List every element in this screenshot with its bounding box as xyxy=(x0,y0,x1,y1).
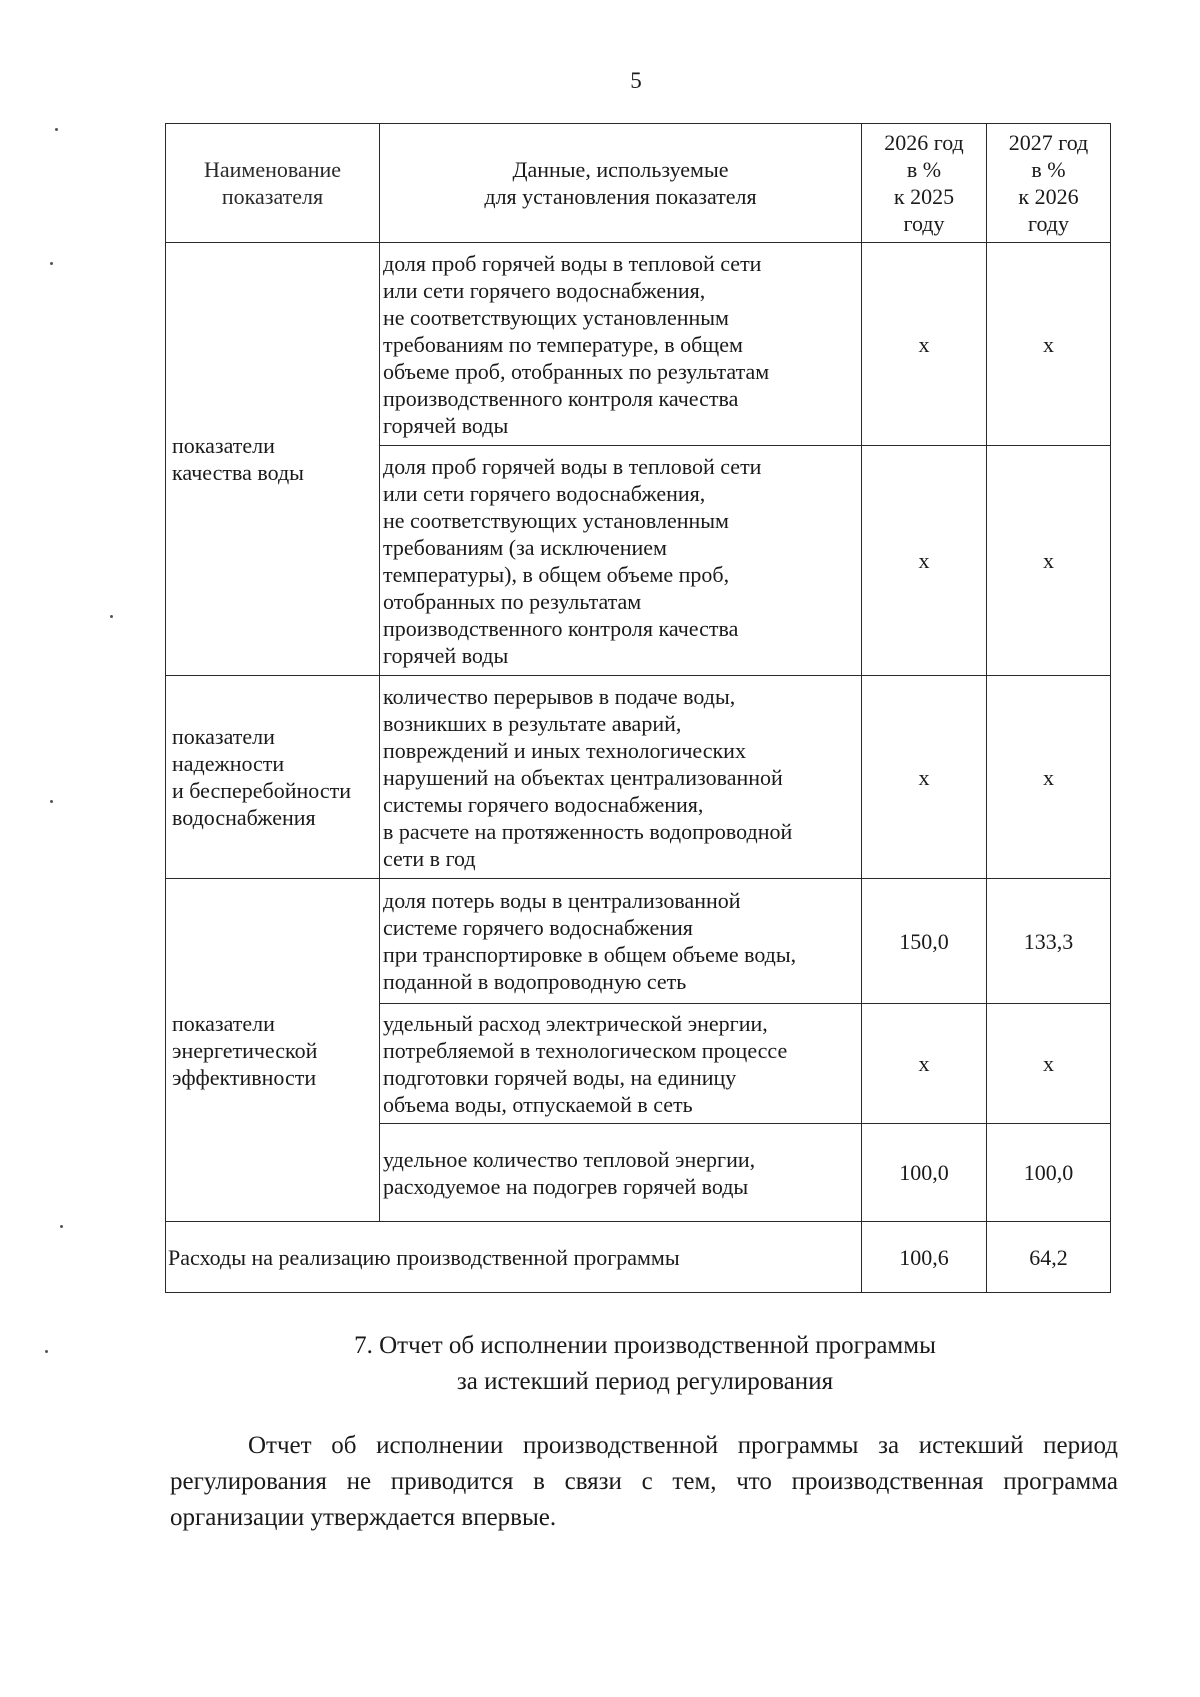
value-2026: x xyxy=(862,446,987,676)
total-row xyxy=(166,1222,1111,1293)
row-description: удельное количество тепловой энергии, расходуемое на подогрев горячей воды xyxy=(380,1124,862,1222)
scan-speck xyxy=(55,128,58,131)
row-description: доля потерь воды в централизованной системе горячего водоснабжения при транспортировке в общем объеме воды, поданной в водопроводную сеть xyxy=(380,879,862,1004)
table-row xyxy=(166,879,1111,1004)
report-paragraph: Отчет об исполнении производственной программы за истекший период регулирования не приводится в связи с тем, что производственная программа организации утверждается впервые. xyxy=(170,1432,1118,1531)
table-row xyxy=(166,243,1111,446)
table-row xyxy=(166,676,1111,879)
total-label: Расходы на реализацию производственной программы xyxy=(166,1222,862,1293)
group-reliability: показатели надежности и бесперебойности водоснабжения xyxy=(166,676,380,879)
value-2026: 150,0 xyxy=(862,879,987,1004)
value-2026: x xyxy=(862,243,987,446)
value-2026: x xyxy=(862,1004,987,1124)
header-year-2026: 2026 год в % к 2025 году xyxy=(862,124,987,243)
header-data-used: Данные, используемые для установления показателя xyxy=(380,124,862,243)
row-description: доля проб горячей воды в тепловой сети или сети горячего водоснабжения, не соответствующих установленным требованиям (за исключением температуры), в общем объеме проб, отобранных по результатам производственного контроля качества горячей воды xyxy=(380,446,862,676)
page-number: 5 xyxy=(630,68,642,93)
group-energy-efficiency: показатели энергетической эффективности xyxy=(166,879,380,1222)
value-2027: 133,3 xyxy=(987,879,1111,1004)
value-2027: x xyxy=(987,1004,1111,1124)
value-2026: 100,0 xyxy=(862,1124,987,1222)
value-2027: x xyxy=(987,676,1111,879)
scan-speck xyxy=(60,1225,63,1228)
row-description: доля проб горячей воды в тепловой сети или сети горячего водоснабжения, не соответствующих установленным требованиям по температуре, в общем объеме проб, отобранных по результатам производственного контроля качества горячей воды xyxy=(380,243,862,446)
header-indicator-name: Наименование показателя xyxy=(166,124,380,243)
scan-speck xyxy=(50,800,53,803)
total-value-2027: 64,2 xyxy=(987,1222,1111,1293)
scan-speck xyxy=(50,262,53,265)
group-water-quality: показатели качества воды xyxy=(166,243,380,676)
row-description: количество перерывов в подаче воды, возникших в результате аварий, повреждений и иных технологических нарушений на объектах централизованной системы горячего водоснабжения, в расчете на протяженность водопроводной сети в год xyxy=(380,676,862,879)
value-2027: x xyxy=(987,446,1111,676)
indicators-table xyxy=(165,123,1111,1293)
value-2027: x xyxy=(987,243,1111,446)
scan-speck xyxy=(110,615,113,618)
header-year-2027: 2027 год в % к 2026 году xyxy=(987,124,1111,243)
section-heading: 7. Отчет об исполнении производственной программы за истекший период регулирования xyxy=(354,1332,936,1395)
table-header-row xyxy=(166,124,1111,243)
value-2027: 100,0 xyxy=(987,1124,1111,1222)
total-value-2026: 100,6 xyxy=(862,1222,987,1293)
value-2026: x xyxy=(862,676,987,879)
row-description: удельный расход электрической энергии, потребляемой в технологическом процессе подготовки горячей воды, на единицу объема воды, отпускаемой в сеть xyxy=(380,1004,862,1124)
scan-speck xyxy=(45,1350,48,1353)
